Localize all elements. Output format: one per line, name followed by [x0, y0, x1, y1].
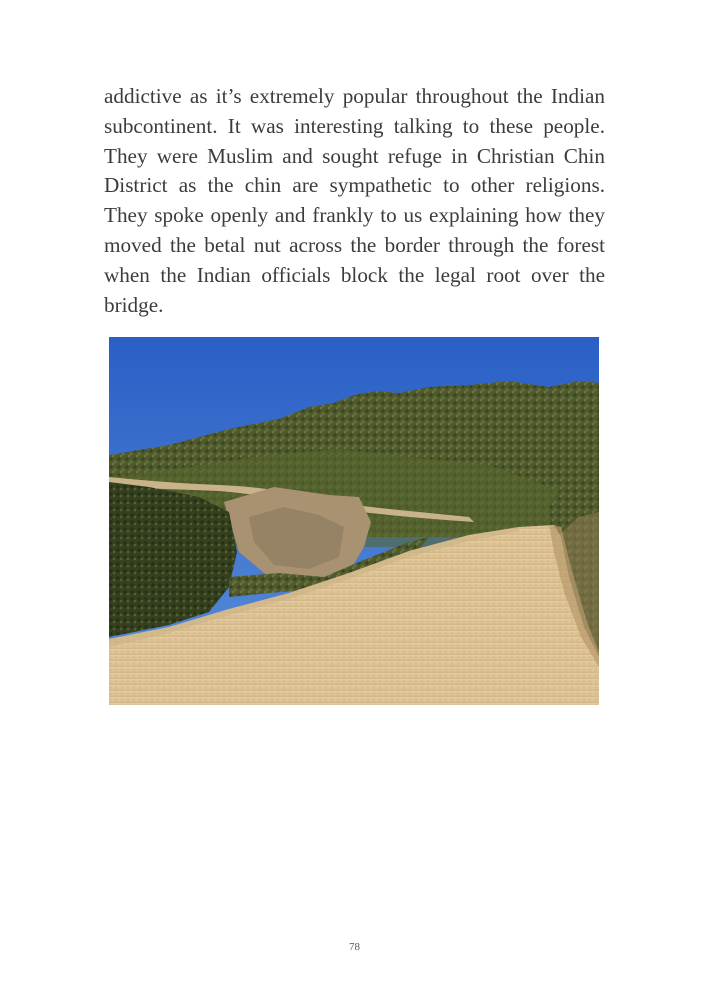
road-photo: [109, 337, 599, 705]
body-paragraph: addictive as it’s extremely popular throughout the Indian subcontinent. It was interesting talking to these people. They were Muslim and sought refuge in Christian Chin District as the chin are sympathetic to other religions. They spoke openly and frankly to us explaining how they moved the betal nut across the border through the forest when the Indian officials block the legal root over the bridge.: [104, 84, 605, 317]
page-number: 78: [349, 941, 360, 953]
